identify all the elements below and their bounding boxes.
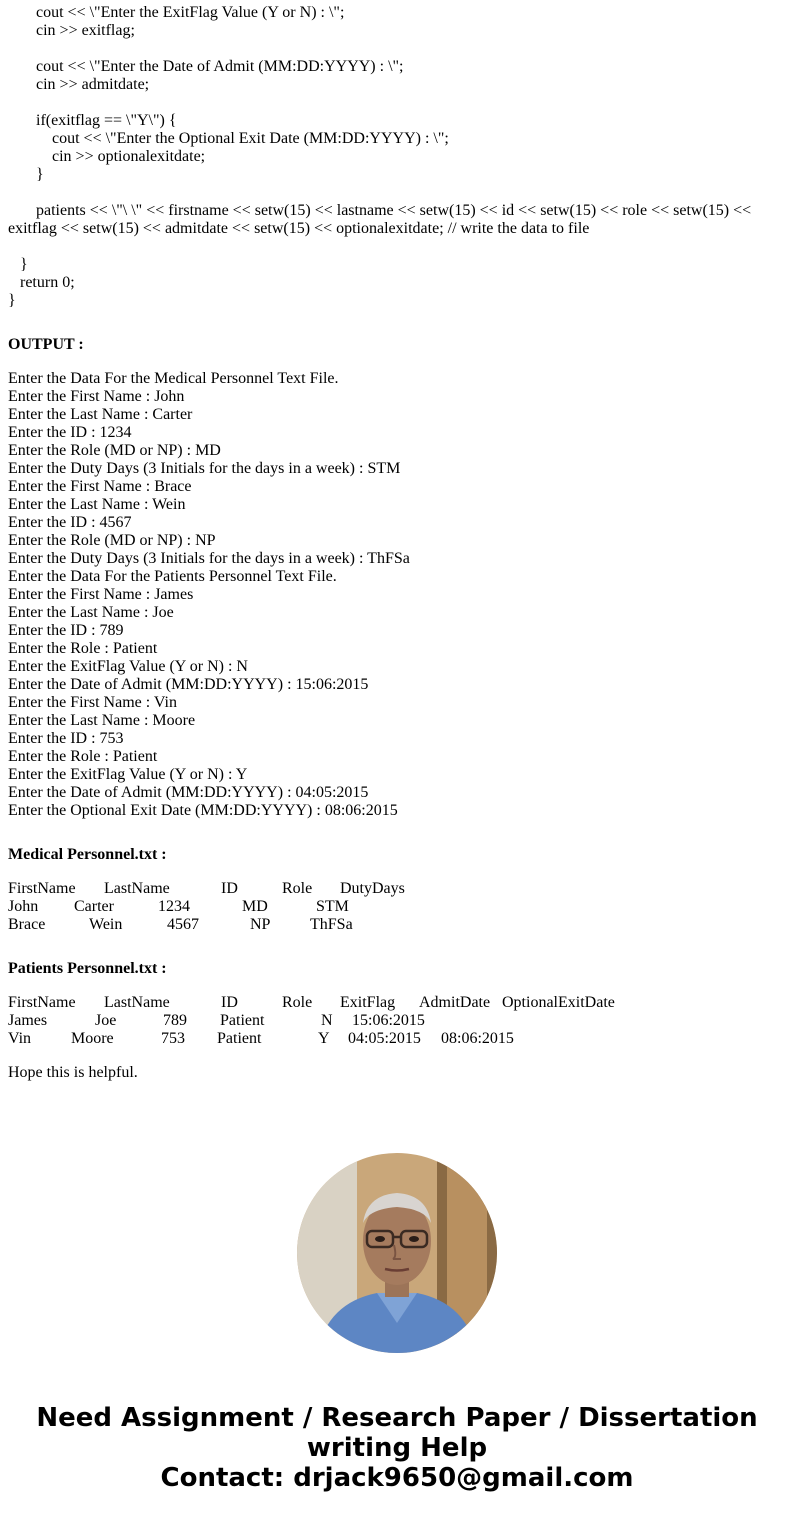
table-header-row [8, 880, 786, 898]
code-line: return 0; [20, 274, 75, 291]
output-line: Enter the ID : 789 [8, 622, 124, 639]
patients-table [8, 994, 786, 1048]
output-line: Enter the Role : Patient [8, 640, 158, 657]
table-cell: Moore [71, 1030, 114, 1047]
banner-line: Need Assignment / Research Paper / Dissertation [36, 1403, 758, 1433]
output-line: Enter the Data For the Patients Personnel Text File. [8, 568, 337, 585]
output-line: Enter the Duty Days (3 Initials for the days in a week) : STM [8, 460, 401, 477]
output-line: Enter the First Name : James [8, 586, 194, 603]
code-line: cin >> optionalexitdate; [52, 148, 206, 165]
table-cell: FirstName [8, 880, 76, 897]
output-line: Enter the Duty Days (3 Initials for the days in a week) : ThFSa [8, 550, 410, 567]
table-cell: OptionalExitDate [502, 994, 615, 1011]
table-cell: 08:06:2015 [441, 1030, 514, 1047]
table-cell: STM [316, 898, 349, 915]
code-line: patients << \"\ \" << firstname << setw(15) << lastname << setw(15) << id << setw(15) << role << setw(15) << exitflag << setw(15) << admitdate << setw(15) << optionalexitdate; // write the data to file [8, 202, 752, 237]
banner-line: writing Help [306, 1433, 488, 1463]
table-cell: John [8, 898, 39, 915]
code-line: } [36, 166, 44, 183]
output-line: Enter the Last Name : Moore [8, 712, 196, 729]
output-line: Enter the Last Name : Carter [8, 406, 193, 423]
output-line: Enter the Date of Admit (MM:DD:YYYY) : 04:05:2015 [8, 784, 369, 801]
table-cell: Carter [74, 898, 114, 915]
code-line: cout << \"Enter the ExitFlag Value (Y or N) : \"; [36, 4, 345, 21]
document-body [8, 4, 786, 1082]
table-cell: 15:06:2015 [352, 1012, 425, 1029]
code-line: cin >> exitflag; [36, 22, 135, 39]
output-line: Enter the Role (MD or NP) : NP [8, 532, 216, 549]
banner-line: Contact: drjack9650@gmail.com [160, 1463, 634, 1493]
table-cell: N [321, 1012, 333, 1029]
table-cell: Role [282, 880, 313, 897]
closing-text: Hope this is helpful. [8, 1064, 138, 1081]
output-line: Enter the Optional Exit Date (MM:DD:YYYY) : 08:06:2015 [8, 802, 398, 819]
code-line: if(exitflag == \"Y\") { [36, 112, 177, 129]
table-cell: James [8, 1012, 48, 1029]
table-header-row [8, 994, 786, 1012]
table-cell: NP [250, 916, 271, 933]
table-cell: 1234 [158, 898, 190, 915]
table-cell: ExitFlag [340, 994, 396, 1011]
code-line: cin >> admitdate; [36, 76, 150, 93]
table-cell: AdmitDate [419, 994, 491, 1011]
output-line: Enter the First Name : John [8, 388, 185, 405]
code-line: cout << \"Enter the Date of Admit (MM:DD:YYYY) : \"; [36, 58, 404, 75]
person-photo-icon [297, 1153, 497, 1353]
table-row [8, 1030, 786, 1048]
output-line: Enter the Date of Admit (MM:DD:YYYY) : 15:06:2015 [8, 676, 369, 693]
code-line: } [8, 292, 16, 309]
output-line: Enter the Last Name : Joe [8, 604, 174, 621]
table-cell: ThFSa [310, 916, 353, 933]
output-heading: OUTPUT : [8, 336, 84, 353]
output-line: Enter the ID : 4567 [8, 514, 132, 531]
table-cell: Vin [8, 1030, 32, 1047]
output-line: Enter the ExitFlag Value (Y or N) : Y [8, 766, 248, 783]
table-row [8, 898, 786, 916]
output-line: Enter the Role (MD or NP) : MD [8, 442, 221, 459]
code-line: } [20, 256, 28, 273]
author-avatar [297, 1153, 497, 1353]
table-cell: ID [221, 994, 238, 1011]
table-cell: Patient [217, 1030, 262, 1047]
output-line: Enter the ID : 1234 [8, 424, 132, 441]
table-cell: ID [221, 880, 238, 897]
table-cell: MD [242, 898, 268, 915]
table-cell: LastName [104, 994, 170, 1011]
code-block [8, 4, 786, 310]
table-cell: FirstName [8, 994, 76, 1011]
output-line: Enter the ExitFlag Value (Y or N) : N [8, 658, 248, 675]
table-cell: LastName [104, 880, 170, 897]
output-line: Enter the ID : 753 [8, 730, 124, 747]
medical-table [8, 880, 786, 934]
output-line: Enter the First Name : Vin [8, 694, 177, 711]
table-cell: DutyDays [340, 880, 405, 897]
table-cell: 789 [163, 1012, 187, 1029]
patients-file-heading: Patients Personnel.txt : [8, 960, 167, 977]
table-cell: Brace [8, 916, 46, 933]
table-row [8, 916, 786, 934]
contact-banner [0, 1403, 794, 1493]
table-cell: 4567 [167, 916, 199, 933]
output-line: Enter the Data For the Medical Personnel Text File. [8, 370, 339, 387]
table-cell: Joe [95, 1012, 117, 1029]
table-cell: 04:05:2015 [348, 1030, 421, 1047]
table-cell: Role [282, 994, 313, 1011]
output-line: Enter the Role : Patient [8, 748, 158, 765]
output-console [8, 370, 786, 820]
output-line: Enter the First Name : Brace [8, 478, 192, 495]
table-row [8, 1012, 786, 1030]
table-cell: Wein [89, 916, 123, 933]
table-cell: Patient [220, 1012, 265, 1029]
output-line: Enter the Last Name : Wein [8, 496, 186, 513]
code-line: cout << \"Enter the Optional Exit Date (MM:DD:YYYY) : \"; [52, 130, 449, 147]
medical-file-heading: Medical Personnel.txt : [8, 846, 167, 863]
table-cell: 753 [161, 1030, 185, 1047]
table-cell: Y [318, 1030, 330, 1047]
